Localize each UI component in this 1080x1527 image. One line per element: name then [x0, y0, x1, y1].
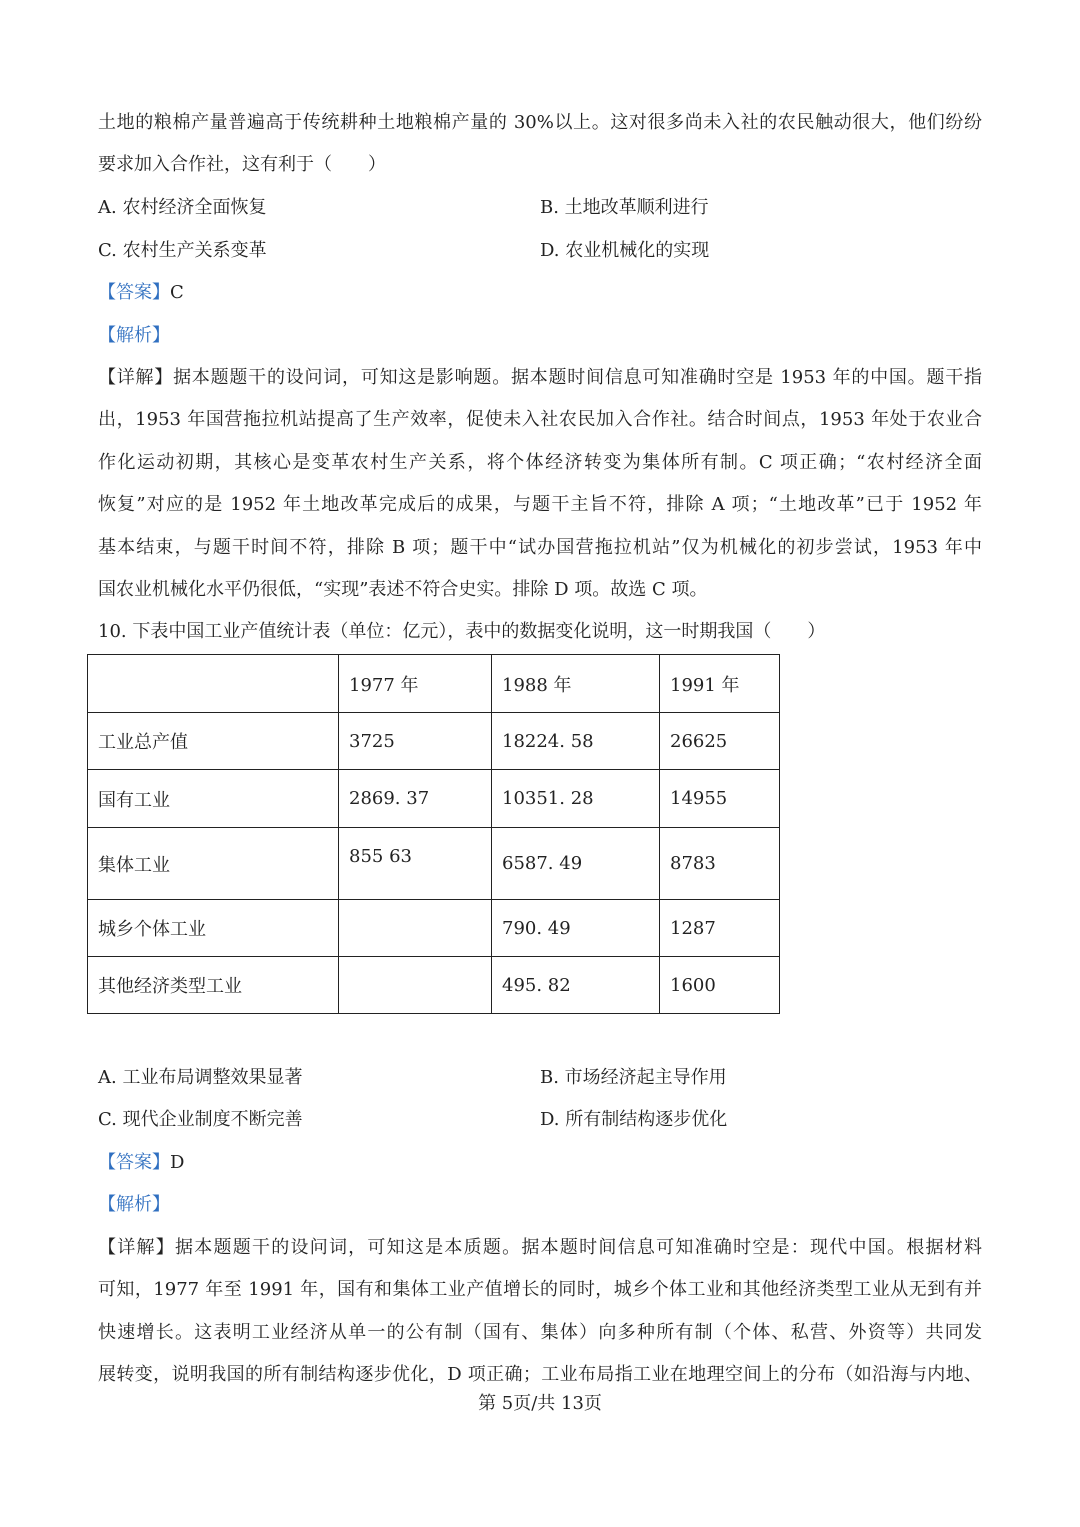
table-cell: 26625: [660, 713, 780, 770]
q10-stem: 10. 下表中国工业产值统计表（单位：亿元），表中的数据变化说明，这一时期我国（ ）: [98, 621, 826, 642]
table-cell: 6587. 49: [492, 828, 660, 900]
q9-answer-line: [98, 281, 184, 305]
q10-option-a: A. 工业布局调整效果显著: [98, 1067, 303, 1088]
q10-answer-label: 【答案】: [98, 1152, 170, 1173]
q9-answer-label: 【答案】: [98, 282, 170, 303]
table-cell: 其他经济类型工业: [88, 957, 339, 1014]
q9-option-b: B. 土地改革顺利进行: [540, 197, 709, 218]
q9-analysis-text: 【解析】: [98, 325, 170, 346]
q10-detail-label: 【详解】: [98, 1237, 175, 1258]
q9-detail-line-4: 恢复”对应的是 1952 年土地改革完成后的成果，与题干主旨不符，排除 A 项；“土地改革”已于 1952 年: [98, 494, 982, 515]
q9-option-d: D. 农业机械化的实现: [540, 240, 710, 261]
table-cell: [339, 957, 492, 1014]
table-header-row: [88, 655, 780, 713]
table-header-cell: [88, 655, 339, 713]
table-cell: 14955: [660, 770, 780, 828]
q10-answer-value: D: [170, 1152, 185, 1173]
table-header-cell: 1977 年: [339, 655, 492, 713]
q10-option-b: B. 市场经济起主导作用: [540, 1067, 727, 1088]
table-row: [88, 900, 780, 957]
table-cell: 集体工业: [88, 828, 339, 900]
table-cell: 18224. 58: [492, 713, 660, 770]
q10-option-d: D. 所有制结构逐步优化: [540, 1109, 728, 1130]
q10-option-c: C. 现代企业制度不断完善: [98, 1109, 303, 1130]
table-cell: [339, 900, 492, 957]
table-row: [88, 957, 780, 1014]
q10-detail-text-1: 据本题题干的设问词，可知这是本质题。据本题时间信息可知准确时空是：现代中国。根据材料: [174, 1237, 982, 1258]
table-header-cell: 1991 年: [660, 655, 780, 713]
q10-detail-line-4: 展转变，说明我国的所有制结构逐步优化，D 项正确；工业布局指工业在地理空间上的分布（如沿海与内地、: [98, 1364, 982, 1385]
table-cell: 10351. 28: [492, 770, 660, 828]
q10-analysis-label: [98, 1193, 170, 1217]
q9-detail-line-1: [98, 366, 982, 392]
q9-detail-text-1: 据本题题干的设问词，可知这是影响题。据本题时间信息可知准确时空是 1953 年的中国。题干指: [173, 367, 982, 388]
table-cell: 855 63: [339, 828, 492, 900]
q10-detail-line-3: 快速增长。这表明工业经济从单一的公有制（国有、集体）向多种所有制（个体、私营、外资等）共同发: [98, 1322, 982, 1343]
q9-detail-line-2: 出，1953 年国营拖拉机站提高了生产效率，促使未入社农民加入合作社。结合时间点，1953 年处于农业合: [98, 409, 982, 430]
table-header-cell: 1988 年: [492, 655, 660, 713]
q9-option-c: C. 农村生产关系变革: [98, 240, 267, 261]
industrial-output-table: [87, 654, 780, 1014]
q9-detail-line-6: 国农业机械化水平仍很低，“实现”表述不符合史实。排除 D 项。故选 C 项。: [98, 579, 708, 600]
table-cell: 2869. 37: [339, 770, 492, 828]
table-cell: 3725: [339, 713, 492, 770]
table-cell: 8783: [660, 828, 780, 900]
q9-stem-line-1: 土地的粮棉产量普遍高于传统耕种土地粮棉产量的 30%以上。这对很多尚未入社的农民触动很大，他们纷纷: [98, 112, 982, 133]
table-cell: 城乡个体工业: [88, 900, 339, 957]
table-row: [88, 770, 780, 828]
table-cell: 国有工业: [88, 770, 339, 828]
q9-answer-value: C: [170, 282, 184, 303]
q9-detail-label: 【详解】: [98, 367, 174, 388]
q9-analysis-label: [98, 324, 170, 348]
table-row: [88, 713, 780, 770]
q9-detail-line-5: 基本结束，与题干时间不符，排除 B 项；题干中“试办国营拖拉机站”仅为机械化的初步尝试，1953 年中: [98, 537, 982, 558]
q10-analysis-text: 【解析】: [98, 1194, 170, 1215]
table-row: [88, 828, 780, 900]
table-cell: 790. 49: [492, 900, 660, 957]
table-cell: 495. 82: [492, 957, 660, 1014]
q10-detail-line-1: [98, 1236, 982, 1262]
table-cell: 工业总产值: [88, 713, 339, 770]
table-cell: 1287: [660, 900, 780, 957]
page-number-footer: 第 5页/共 13页: [478, 1393, 602, 1414]
q9-stem-line-2: 要求加入合作社，这有利于（ ）: [98, 154, 386, 175]
q10-detail-line-2: 可知，1977 年至 1991 年，国有和集体工业产值增长的同时，城乡个体工业和其他经济类型工业从无到有并: [98, 1279, 982, 1300]
q9-option-a: A. 农村经济全面恢复: [98, 197, 267, 218]
table-cell: 1600: [660, 957, 780, 1014]
q10-answer-line: [98, 1151, 184, 1175]
q9-detail-line-3: 作化运动初期，其核心是变革农村生产关系，将个体经济转变为集体所有制。C 项正确；“农村经济全面: [98, 452, 982, 473]
